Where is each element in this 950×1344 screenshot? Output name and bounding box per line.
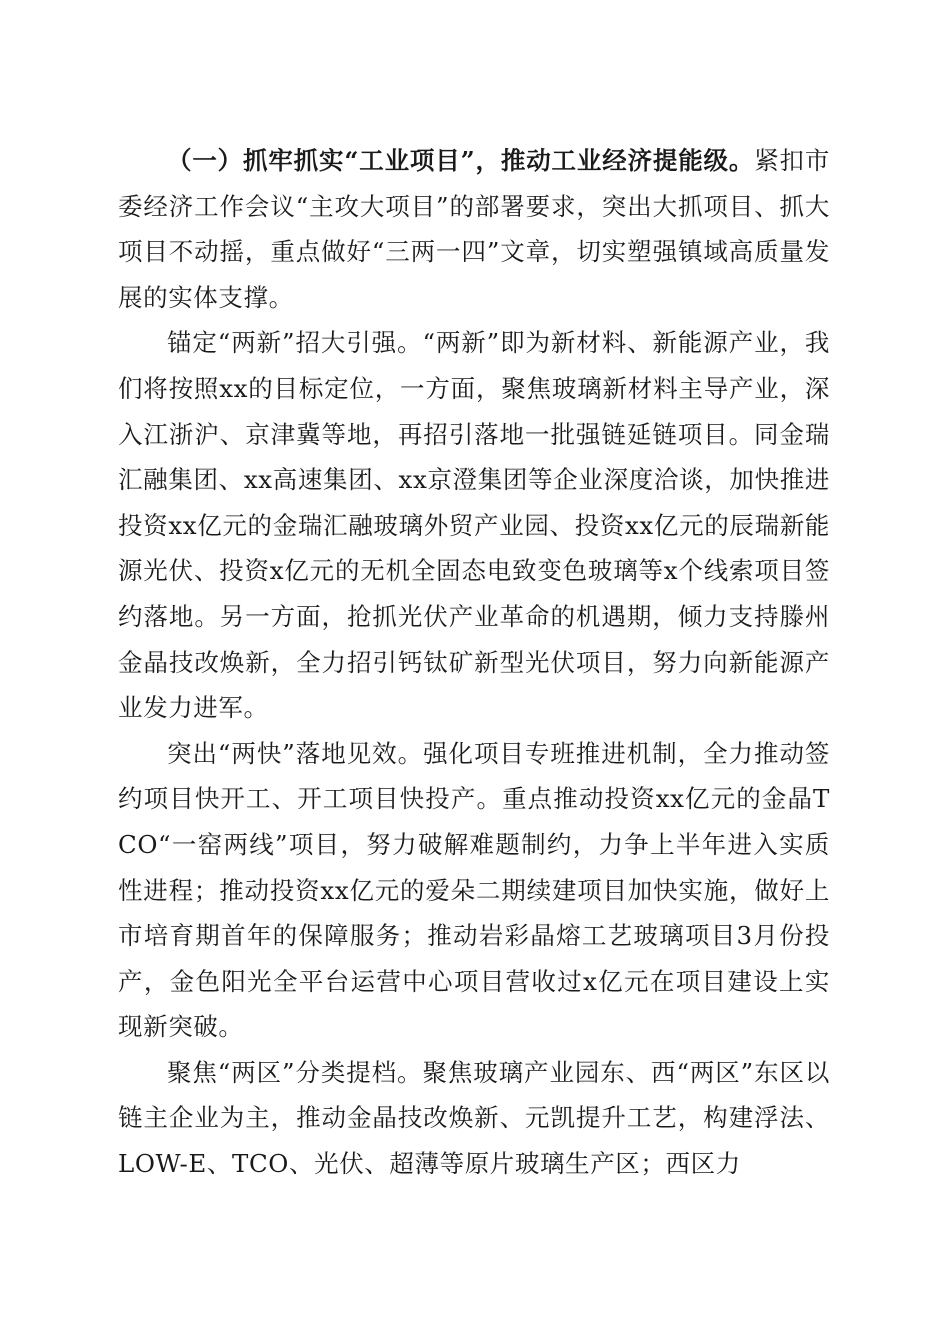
paragraph-text: 紧扣市委经济工作会议“主攻大项目”的部署要求，突出大抓项目、抓大项目不动摇，重点做好“三两一四”文章，切实塑强镇域高质量发展的实体支撑。 — [118, 146, 830, 312]
paragraph-two-zones: 聚焦“两区”分类提档。聚焦玻璃产业园东、西“两区”东区以链主企业为主，推动金晶技改焕新、元凯提升工艺，构建浮法、LOW-E、TCO、光伏、超薄等原片玻璃生产区；西区力 — [118, 1057, 830, 1179]
paragraph-two-new: 锚定“两新”招大引强。“两新”即为新材料、新能源产业，我们将按照xx的目标定位，一方面，聚焦玻璃新材料主导产业，深入江浙沪、京津冀等地，再招引落地一批强链延链项目。同金瑞汇融集团、xx高速集团、xx京澄集团等企业深度洽谈，加快推进投资xx亿元的金瑞汇融玻璃外贸产业园、投资xx亿元的辰瑞新能源光伏、投资x亿元的无机全固态电致变色玻璃等x个线索项目签约落地。另一方面，抢抓光伏产业革命的机遇期，倾力支持滕州金晶技改焕新，全力招引钙钛矿新型光伏项目，努力向新能源产业发力进军。 — [118, 328, 830, 723]
section-heading: （一）抓牢抓实“工业项目”，推动工业经济提能级。 — [167, 146, 755, 175]
document-body — [118, 138, 830, 1187]
paragraph-two-fast: 突出“两快”落地见效。强化项目专班推进机制，全力推动签约项目快开工、开工项目快投产。重点推动投资xx亿元的金晶TCO“一窑两线”项目，努力破解难题制约，力争上半年进入实质性进程；推动投资xx亿元的爱朵二期续建项目加快实施，做好上市培育期首年的保障服务；推动岩彩晶熔工艺玻璃项目3月份投产，金色阳光全平台运营中心项目营收过x亿元在项目建设上实现新突破。 — [118, 738, 830, 1042]
paragraph-section-one — [118, 138, 830, 320]
